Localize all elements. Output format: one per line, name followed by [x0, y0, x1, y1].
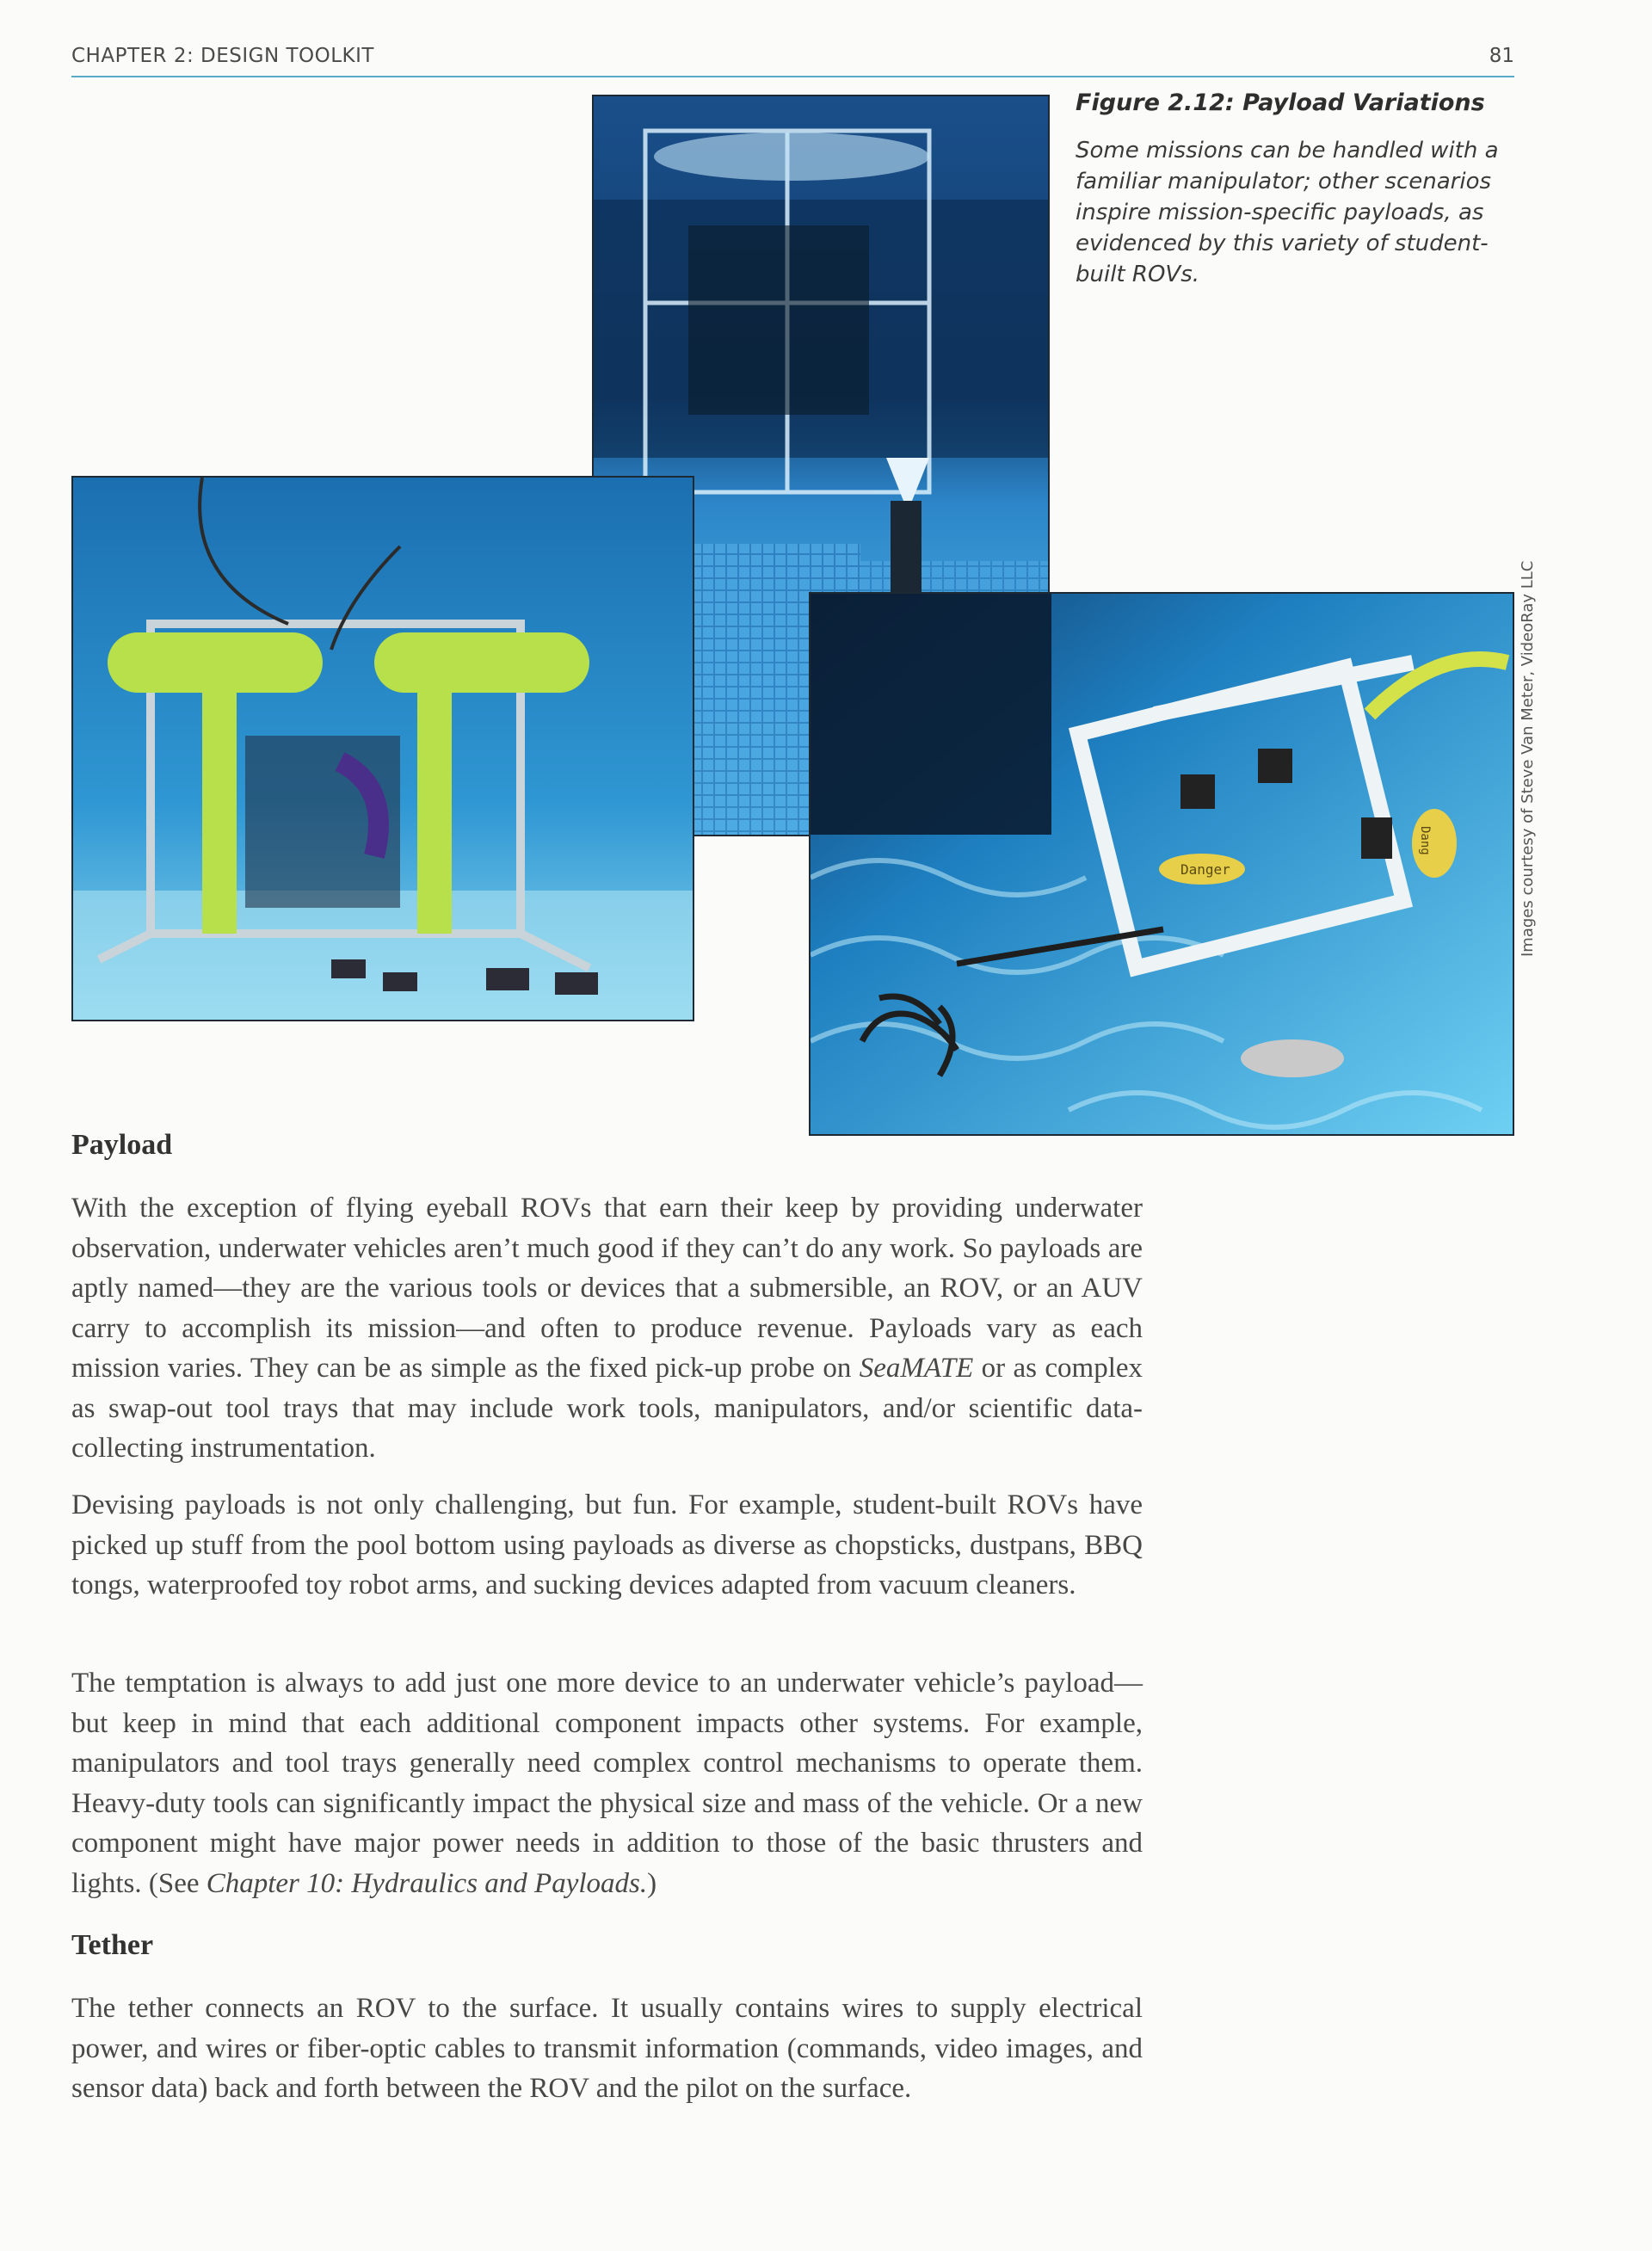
paragraph-payload-3 [71, 1663, 1143, 1903]
section-heading-tether: Tether [71, 1929, 154, 1961]
image-credit: Images courtesy of Steve Van Meter, VideoRay LLC [1519, 560, 1537, 957]
chapter-title: CHAPTER 2: DESIGN TOOLKIT [71, 45, 374, 67]
paragraph-payload-1 [71, 1188, 1143, 1469]
figure-caption [1076, 89, 1514, 290]
figure-title: Figure 2.12: Payload Variations [1076, 89, 1485, 116]
photo-rov-pvc-arm [809, 592, 1514, 1136]
text-run: ) [647, 1867, 657, 1899]
text-run: or as complex as swap-out tool trays that may include work tools, manipulators, and/or scientific data-collecting instrumentation. [71, 1353, 1143, 1464]
page-number: 81 [1489, 45, 1514, 67]
label-dang: Dang [1418, 826, 1432, 855]
emphasis-chapter-ref: Chapter 10: Hydraulics and Payloads. [206, 1867, 648, 1899]
text-run: The temptation is always to add just one more device to an underwater vehicle’s payload—but keep in mind that each additional component impacts other systems. For example, manipulators and tool trays generally need complex control mechanisms to operate them. Heavy-duty tools can significantly impact the physical size and mass of the vehicle. Or a new component might have major power needs in addition to those of the basic thrusters and lights. (See [71, 1668, 1143, 1899]
label-danger: Danger [1180, 861, 1230, 878]
paragraph-payload-2: Devising payloads is not only challenging, but fun. For example, student-built ROVs have picked up stuff from the pool bottom using payloads as diverse as chopsticks, dustpans, BBQ tongs, waterproofed toy robot arms, and sucking devices adapted from vacuum cleaners. [71, 1489, 1143, 1600]
text-run: With the exception of flying eyeball ROVs that earn their keep by providing underwater observation, underwater vehicles aren’t much good if they can’t do any work. So payloads are aptly named—they are the various tools or devices that a submersible, an ROV, or an AUV carry to accomplish its mission—and often to produce revenue. Payloads vary as each mission varies. They can be as simple as the fixed pick-up probe on [71, 1193, 1143, 1384]
figure-caption-text: Some missions can be handled with a familiar manipulator; other scenarios inspire mission-specific payloads, as evidenced by this variety of student-built ROVs. [1076, 138, 1499, 287]
photo-rov-floats-claw [71, 476, 694, 1021]
section-heading-payload: Payload [71, 1129, 173, 1161]
running-header [71, 41, 1514, 77]
paragraph-tether-1: The tether connects an ROV to the surface. It usually contains wires to supply electrical power, and wires or fiber-optic cables to transmit information (commands, video images, and sensor data) back and forth between the ROV and the pilot on the surface. [71, 1993, 1143, 2104]
emphasis-seamate: SeaMATE [859, 1353, 974, 1384]
